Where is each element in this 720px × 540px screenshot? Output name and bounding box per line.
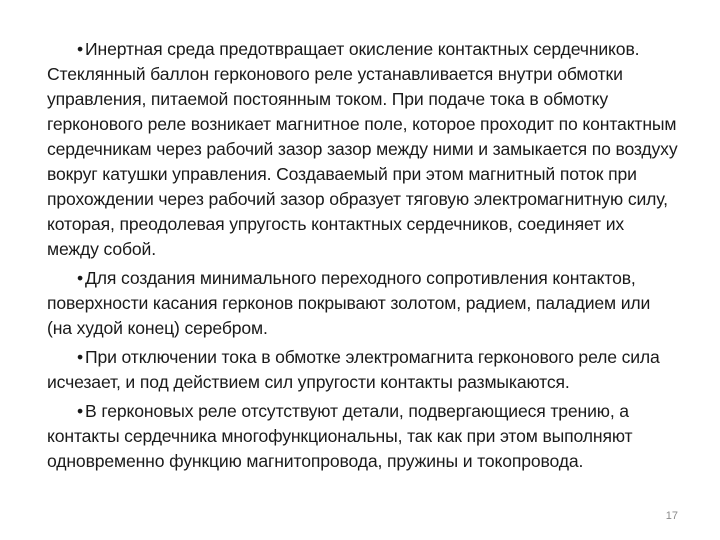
paragraph-4 xyxy=(47,399,679,474)
paragraph-text: При отключении тока в обмотке электромагнита герконового реле сила исчезает, и под действием сил упругости контакты размыкаются. xyxy=(47,347,660,392)
bullet-icon: • xyxy=(77,347,84,367)
page-number: 17 xyxy=(665,510,678,522)
paragraph-text: Для создания минимального переходного сопротивления контактов, поверхности касания герконов покрывают золотом, радием, паладием или (на худой конец) серебром. xyxy=(47,268,651,338)
paragraph-text: Инертная среда предотвращает окисление контактных сердечников. Стеклянный баллон герконового реле устанавливается внутри обмотки управления, питаемой постоянным током. При подаче тока в обмотку герконового реле возникает магнитное поле, которое проходит по контактным сердечникам через рабочий зазор зазор между ними и замыкается по воздуху вокруг катушки управления. Создаваемый при этом магнитный поток при прохождении через рабочий зазор образует тяговую электромагнитную силу, которая, преодолевая упругость контактных сердечников, соединяет их между собой. xyxy=(47,39,678,259)
text-body xyxy=(47,37,679,478)
bullet-icon: • xyxy=(77,401,84,421)
paragraph-1 xyxy=(47,37,679,262)
bullet-icon: • xyxy=(77,39,84,59)
paragraph-3 xyxy=(47,345,679,395)
paragraph-text: В герконовых реле отсутствуют детали, подвергающиеся трению, а контакты сердечника многофункциональны, так как при этом выполняют одновременно функцию магнитопровода, пружины и токопровода. xyxy=(47,401,633,471)
bullet-icon: • xyxy=(77,268,84,288)
paragraph-2 xyxy=(47,266,679,341)
